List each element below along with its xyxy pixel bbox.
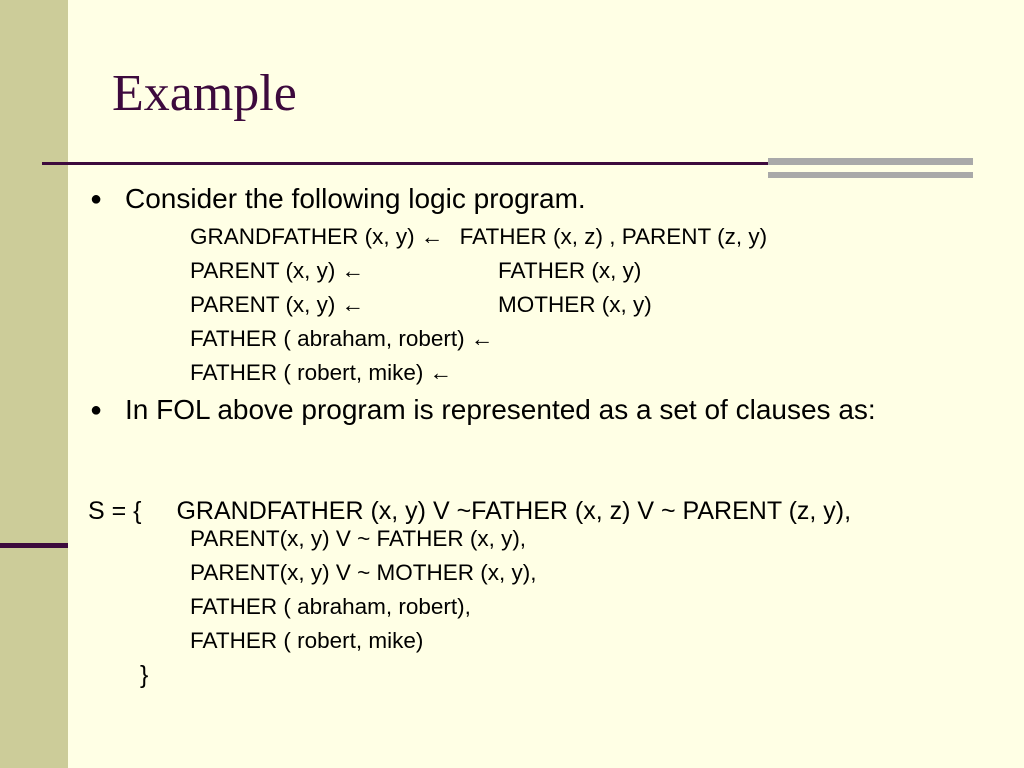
clause-line: PARENT(x, y) V ~ FATHER (x, y),	[190, 526, 527, 551]
clause-line: PARENT(x, y) V ~ MOTHER (x, y),	[190, 560, 537, 585]
title-underline	[42, 162, 768, 165]
program-line-head: FATHER ( robert, mike) ←	[190, 360, 453, 385]
program-line-body: MOTHER (x, y)	[498, 292, 652, 317]
bullet-item	[90, 183, 962, 215]
program-line-head: GRANDFATHER (x, y) ←	[190, 224, 444, 249]
program-line	[190, 360, 452, 386]
bullet-text: Consider the following logic program.	[125, 183, 586, 214]
program-line	[190, 326, 493, 352]
bullet-dot-icon: ●	[90, 188, 103, 210]
program-line-head: PARENT (x, y) ←	[190, 292, 365, 317]
title-rule-grey-top	[768, 158, 973, 165]
clause-line: FATHER ( abraham, robert),	[190, 594, 471, 619]
title-rule-grey-bottom	[768, 172, 973, 178]
program-line-body: FATHER (x, y)	[498, 258, 642, 283]
left-accent-bar	[0, 543, 68, 548]
bullet-item	[90, 394, 962, 426]
program-line	[190, 224, 767, 250]
clause-line: GRANDFATHER (x, y) V ~FATHER (x, z) V ~ PARENT (z, y),	[176, 497, 852, 525]
clause-set-close-brace: }	[140, 661, 149, 689]
left-decorative-band	[0, 0, 68, 768]
bullet-dot-icon: ●	[90, 399, 103, 421]
clause-line: FATHER ( robert, mike)	[190, 628, 424, 653]
clause-set-prefix: S = {	[88, 497, 142, 525]
program-line-body: FATHER (x, z) , PARENT (z, y)	[459, 224, 768, 249]
clause-set-first-line	[88, 496, 851, 526]
bullet-text: In FOL above program is represented as a set of clauses as:	[125, 394, 876, 425]
program-line-head: FATHER ( abraham, robert) ←	[190, 326, 494, 351]
program-line-head: PARENT (x, y) ←	[190, 258, 365, 283]
slide-title: Example	[112, 65, 297, 122]
